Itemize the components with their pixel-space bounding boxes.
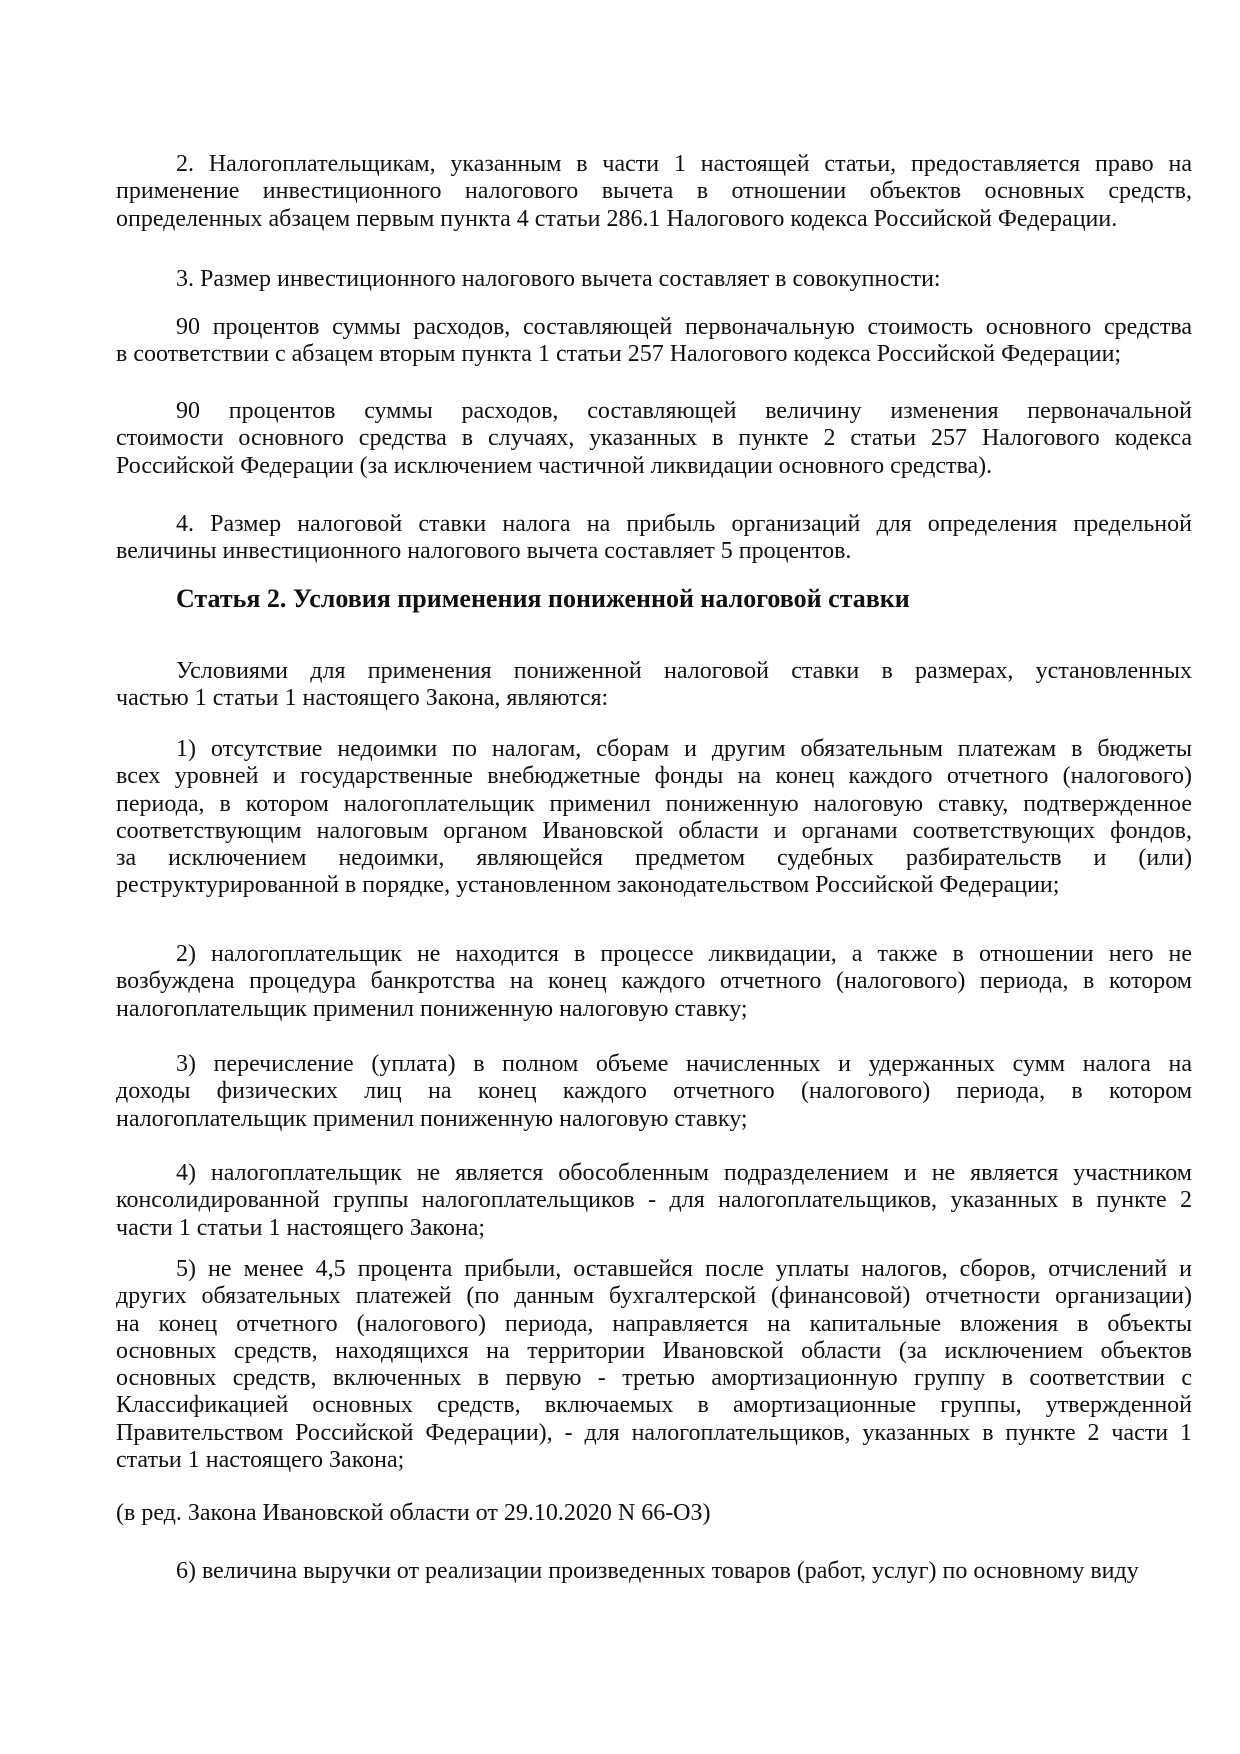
paragraph-4 (116, 511, 1192, 566)
text-line: применение инвестиционного налогового вычета в отношении объектов основных средств, (116, 178, 1192, 205)
text-line: 3. Размер инвестиционного налогового вычета составляет в совокупности: (176, 266, 941, 292)
text-line: 90 процентов суммы расходов, составляющей величину изменения первоначальной (176, 398, 1192, 424)
text-line: консолидированной группы налогоплательщиков - для налогоплательщиков, указанных в пункте 2 (116, 1187, 1192, 1214)
text-line: других обязательных платежей (по данным бухгалтерской (финансовой) отчетности организации) (116, 1283, 1192, 1310)
amendment-note (116, 1500, 1192, 1527)
conditions-intro (116, 658, 1192, 713)
condition-5 (116, 1256, 1192, 1474)
text-line: части 1 статьи 1 настоящего Закона; (116, 1214, 486, 1241)
text-line: в соответствии с абзацем вторым пункта 1 статьи 257 Налогового кодекса Российской Федерации; (116, 341, 1122, 368)
text-line: основных средств, находящихся на территории Ивановской области (за исключением объектов (116, 1337, 1192, 1364)
text-line: всех уровней и государственные внебюджетные фонды на конец каждого отчетного (налогового) (116, 763, 1192, 790)
text-line: 4) налогоплательщик не является обособленным подразделением и не является участником (176, 1160, 1192, 1186)
text-line: 6) величина выручки от реализации произведенных товаров (работ, услуг) по основному виду (176, 1558, 1139, 1584)
condition-4 (116, 1160, 1192, 1242)
text-line: частью 1 статьи 1 настоящего Закона, являются: (116, 685, 609, 712)
text-line: на конец отчетного (налогового) периода, направляется на капитальные вложения в объекты (116, 1310, 1192, 1337)
condition-6 (116, 1558, 1192, 1585)
text-line: 3) перечисление (уплата) в полном объеме начисленных и удержанных сумм налога на (176, 1051, 1192, 1077)
text-line: 1) отсутствие недоимки по налогам, сборам и другим обязательным платежам в бюджеты (176, 736, 1192, 762)
text-line: периода, в котором налогоплательщик применил пониженную налоговую ставку, подтвержденное (116, 790, 1192, 817)
text-line: возбуждена процедура банкротства на конец каждого отчетного (налогового) периода, в котором (116, 968, 1192, 995)
text-line: статьи 1 настоящего Закона; (116, 1447, 405, 1474)
paragraph-2 (116, 151, 1192, 233)
text-line: за исключением недоимки, являющейся предметом судебных разбирательств и (или) (116, 845, 1192, 872)
text-line: стоимости основного средства в случаях, указанных в пункте 2 статьи 257 Налогового кодекса (116, 425, 1192, 452)
text-line: реструктурированной в порядке, установленном законодательством Российской Федерации; (116, 872, 1060, 899)
text-line: определенных абзацем первым пункта 4 статьи 286.1 Налогового кодекса Российской Федерации. (116, 205, 1118, 232)
text-line: доходы физических лиц на конец каждого отчетного (налогового) периода, в котором (116, 1078, 1192, 1105)
condition-3 (116, 1051, 1192, 1133)
condition-1 (116, 736, 1192, 900)
paragraph-3 (116, 266, 1192, 293)
text-line: 2) налогоплательщик не находится в процессе ликвидации, а также в отношении него не (176, 941, 1192, 967)
text-line: Классификацией основных средств, включаемых в амортизационные группы, утвержденной (116, 1392, 1192, 1419)
text-line: 2. Налогоплательщикам, указанным в части 1 настоящей статьи, предоставляется право на (176, 151, 1192, 177)
paragraph-3-first-item (116, 314, 1192, 369)
paragraph-3-second-item (116, 398, 1192, 480)
text-line: (в ред. Закона Ивановской области от 29.10.2020 N 66-ОЗ) (116, 1500, 711, 1526)
text-line: 4. Размер налоговой ставки налога на прибыль организаций для определения предельной (176, 511, 1192, 537)
text-line: 5) не менее 4,5 процента прибыли, оставшейся после уплаты налогов, сборов, отчислений и (176, 1256, 1192, 1282)
text-line: налогоплательщик применил пониженную налоговую ставку; (116, 995, 748, 1022)
text-line: Российской Федерации (за исключением частичной ликвидации основного средства). (116, 452, 993, 479)
article-heading: Статья 2. Условия применения пониженной налоговой ставки (176, 584, 910, 613)
text-line: Условиями для применения пониженной налоговой ставки в размерах, установленных (176, 658, 1192, 684)
text-line: налогоплательщик применил пониженную налоговую ставку; (116, 1105, 748, 1132)
text-line: величины инвестиционного налогового вычета составляет 5 процентов. (116, 538, 852, 565)
text-line: соответствующим налоговым органом Ивановской области и органами соответствующих фондов, (116, 817, 1192, 844)
text-line: 90 процентов суммы расходов, составляющей первоначальную стоимость основного средства (176, 314, 1192, 340)
condition-2 (116, 941, 1192, 1023)
text-line: Правительством Российской Федерации), - для налогоплательщиков, указанных в пункте 2 части 1 (116, 1419, 1192, 1446)
text-line: основных средств, включенных в первую - третью амортизационную группу в соответствии с (116, 1365, 1192, 1392)
